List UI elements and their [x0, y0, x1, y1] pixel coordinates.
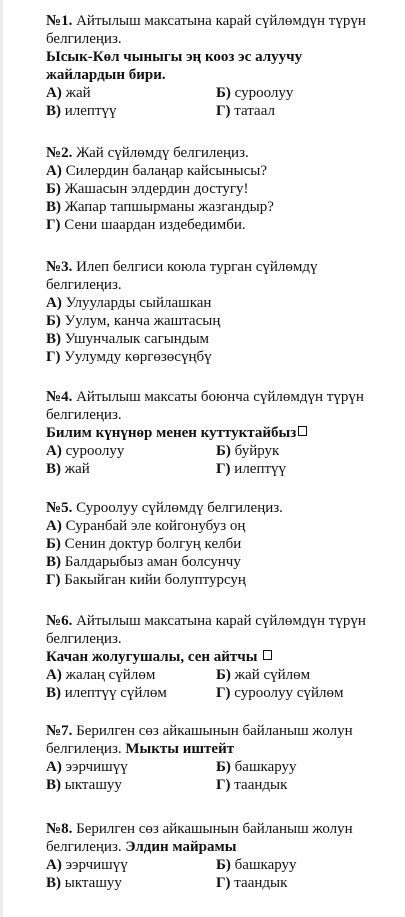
option-v[interactable]: В) Ушунчалык сагындым	[46, 331, 210, 347]
question-6-sentence: Качан жолугушалы, сен айтчы	[46, 648, 396, 666]
option-g[interactable]: Г) Сени шаардан издебедимби.	[46, 217, 246, 233]
option-g[interactable]: Г) таандык	[216, 875, 288, 891]
question-5	[46, 499, 396, 589]
question-1: №1. Айтылыш максатына карай сүйлөмдүн түрүн белгилеңиз. Ысык-Көл чыныгы эң кооз эс алуучу жайлардын бири. А) жай Б) суроолуу В) илептүү Г) татаал	[46, 12, 396, 120]
question-5-prompt: №5. Суроолуу сүйлөмдү белгилеңиз.	[46, 500, 283, 516]
question-7-options	[46, 758, 396, 794]
option-b[interactable]: Б) башкаруу	[216, 857, 297, 873]
question-1-options	[46, 84, 396, 120]
option-g[interactable]: Г) суроолуу сүйлөм	[216, 685, 344, 701]
question-4-prompt: №4. Айтылыш максаты боюнча сүйлөмдүн түрүн	[46, 389, 364, 405]
option-a[interactable]: А) ээрчишүү	[46, 759, 128, 775]
question-7-phrase: Мыкты иштейт	[121, 741, 235, 757]
blank-box-icon	[263, 650, 272, 660]
option-g[interactable]: Г) илептүү	[216, 461, 287, 477]
option-a[interactable]: А) Силердин балаңар кайсынысы?	[46, 163, 267, 179]
question-4-options	[46, 442, 396, 478]
question-8-options	[46, 856, 396, 892]
option-v[interactable]: В) Балдарыбыз аман болсунчу	[46, 554, 241, 570]
question-4-sentence: Билим күнүнөр менен куттуктайбыз	[46, 424, 396, 442]
option-v[interactable]: В) ыкташуу	[46, 777, 122, 793]
question-2	[46, 144, 396, 234]
option-a[interactable]: А) Улууларды сыйлашкан	[46, 295, 212, 311]
option-a[interactable]: А) ээрчишүү	[46, 857, 128, 873]
question-4: №4. Айтылыш максаты боюнча сүйлөмдүн түрүн белгилеңиз. Билим күнүнөр менен куттуктайбыз А) суроолуу Б) буйрук В) жай Г) илептүү	[46, 388, 396, 478]
option-b[interactable]: Б) суроолуу	[216, 85, 294, 101]
option-v[interactable]: В) ыкташуу	[46, 875, 122, 891]
option-v[interactable]: В) жай	[46, 461, 90, 477]
option-a[interactable]: А) Суранбай эле койгонубуз оң	[46, 518, 246, 534]
scan-edge	[0, 0, 3, 917]
option-g[interactable]: Г) таандык	[216, 777, 288, 793]
option-v[interactable]: В) илептүү	[46, 103, 117, 119]
option-b[interactable]: Б) жай сүйлөм	[216, 667, 311, 683]
question-1-prompt: №1. Айтылыш максатына карай сүйлөмдүн түрүн	[46, 13, 366, 29]
option-a[interactable]: А) жай	[46, 85, 91, 101]
option-b[interactable]: Б) Уулум, канча жаштасың	[46, 313, 221, 329]
question-1-sentence: Ысык-Көл чыныгы эң кооз эс алуучу	[46, 49, 303, 65]
question-8-phrase: Элдин майрамы	[121, 839, 237, 855]
option-b[interactable]: Б) башкаруу	[216, 759, 297, 775]
option-g[interactable]: Г) Уулумду көргөзөсүңбү	[46, 349, 212, 365]
option-b[interactable]: Б) буйрук	[216, 443, 280, 459]
question-3-prompt: №3. Илеп белгиси коюла турган сүйлөмдү	[46, 259, 318, 275]
question-8: №8. Берилген сөз айкашынын байланыш жолун белгилеңиз. Элдин майрамы А) ээрчишүү Б) башкаруу В) ыкташуу Г) таандык	[46, 820, 396, 892]
option-g[interactable]: Г) Бакыйган кийи болуптурсуң	[46, 572, 246, 588]
option-v[interactable]: В) Жапар тапшырманы жазгандыр?	[46, 199, 274, 215]
question-8-prompt: №8. Берилген сөз айкашынын байланыш жолун	[46, 821, 353, 837]
option-b[interactable]: Б) Сенин доктур болгуң келби	[46, 536, 242, 552]
option-a[interactable]: А) суроолуу	[46, 443, 125, 459]
question-6-options	[46, 666, 396, 702]
question-7: №7. Берилген сөз айкашынын байланыш жолун белгилеңиз. Мыкты иштейт А) ээрчишүү Б) башкаруу В) ыкташуу Г) таандык	[46, 722, 396, 794]
blank-box-icon	[298, 426, 307, 436]
question-7-prompt: №7. Берилген сөз айкашынын байланыш жолун	[46, 723, 353, 739]
question-6: №6. Айтылыш максатына карай сүйлөмдүн түрүн белгилеңиз. Качан жолугушалы, сен айтчы А) жалаң сүйлөм Б) жай сүйлөм В) илептүү сүйлөм Г) суроолуу сүйлөм	[46, 612, 396, 702]
option-g[interactable]: Г) татаал	[216, 103, 275, 119]
option-v[interactable]: В) илептүү сүйлөм	[46, 685, 167, 701]
question-6-prompt: №6. Айтылыш максатына карай сүйлөмдүн түрүн	[46, 613, 366, 629]
question-2-prompt: №2. Жай сүйлөмдү белгилеңиз.	[46, 145, 249, 161]
question-3: №3. Илеп белгиси коюла турган сүйлөмдү белгилеңиз. А) Улууларды сыйлашкан Б) Уулум, канча жаштасың В) Ушунчалык сагындым Г) Уулумду көргөзөсүңбү	[46, 258, 396, 366]
option-a[interactable]: А) жалаң сүйлөм	[46, 667, 156, 683]
option-b[interactable]: Б) Жашасын элдердин достугу!	[46, 181, 249, 197]
